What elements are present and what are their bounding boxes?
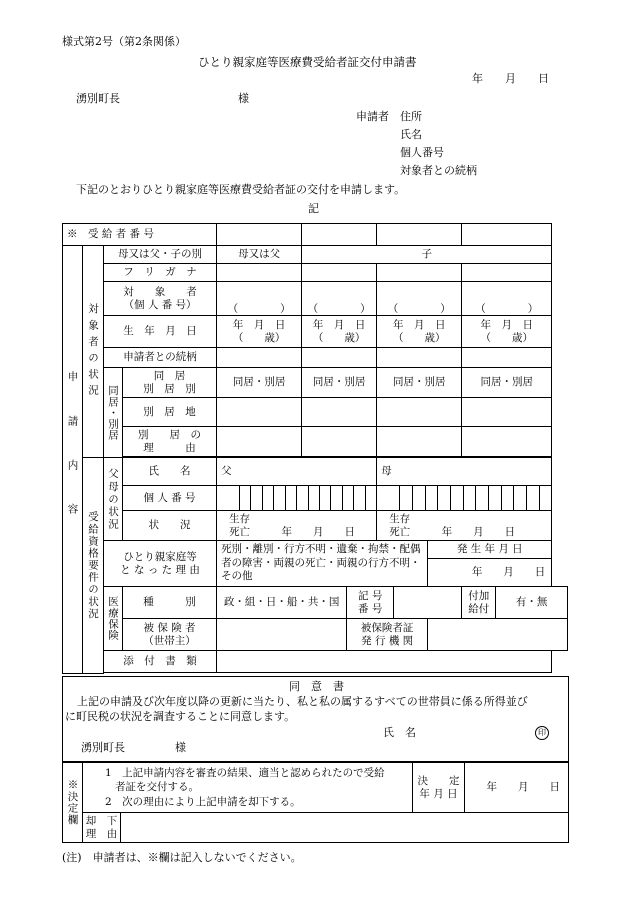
mother-number-boxes[interactable] — [377, 486, 552, 511]
birthdate-field-4[interactable]: 年 月 日 （ 歳） — [462, 316, 552, 348]
issuer-field[interactable] — [428, 619, 568, 651]
mother-status-field[interactable]: 生存 死亡 年 月 日 — [377, 511, 552, 541]
personal-number-label: 個 人 番 号 — [123, 486, 217, 511]
occur-date-field[interactable]: 年 月 日 — [428, 559, 552, 587]
reject-reason-field[interactable] — [121, 813, 569, 843]
cohab-choice-3[interactable]: 同居・別居 — [377, 368, 462, 398]
consent-title: 同 意 書 — [289, 680, 344, 693]
birthdate-field-3[interactable]: 年 月 日 （ 歳） — [377, 316, 462, 348]
relation-field-2[interactable] — [302, 348, 377, 368]
attachments-label: 添 付 書 類 — [104, 651, 217, 673]
consent-addressee: 湧別町長 — [81, 741, 125, 754]
applicant-name-label: 氏名 — [400, 128, 422, 141]
applicant-relation-label: 対象者との続柄 — [400, 164, 477, 177]
consent-box — [62, 676, 569, 762]
decision-table — [62, 762, 569, 843]
consent-text-1: 上記の申請及び次年度以降の更新に当たり、私と私の属するすべての世帯員に係る所得並び — [77, 695, 528, 708]
recipient-number-field-2[interactable] — [302, 224, 377, 246]
furigana-field-4[interactable] — [462, 264, 552, 282]
footnote: (注) 申請者は、※欄は記入しないでください。 — [62, 851, 302, 864]
cohab-choice-1[interactable]: 同居・別居 — [217, 368, 302, 398]
separate-place-field-4[interactable] — [462, 398, 552, 427]
addressee: 湧別町長 — [76, 92, 120, 105]
recipient-number-label: ※ 受 給 者 番 号 — [63, 224, 217, 246]
decision-side: ※決定欄 — [63, 763, 83, 843]
applicant-label: 申請者 — [356, 110, 389, 123]
furigana-field-3[interactable] — [377, 264, 462, 282]
reject-reason-label: 却 下 理 由 — [83, 813, 121, 843]
consent-honorific: 様 — [175, 741, 186, 754]
issuer-label: 被保険者証 発 行 機 関 — [347, 619, 428, 651]
kind-label: 種 別 — [123, 587, 217, 619]
furigana-label: フ リ ガ ナ — [104, 264, 217, 282]
consent-text-2: に町民税の状況を調査することに同意します。 — [65, 710, 296, 723]
mother-label: 母 — [381, 465, 392, 478]
cohab-side: 同居・別居 — [104, 368, 123, 458]
separate-place-field-3[interactable] — [377, 398, 462, 427]
symbol-number-field[interactable] — [394, 587, 462, 619]
birthdate-label: 生 年 月 日 — [104, 316, 217, 348]
reason-choices[interactable]: 死別・離別・行方不明・遺棄・拘禁・配偶者の障害・両親の死亡・両親の行方不明・その他 — [217, 541, 428, 587]
separate-place-field-1[interactable] — [217, 398, 302, 427]
applicant-address-label: 住所 — [400, 110, 422, 123]
side-shinsei: 申請内容 — [63, 246, 83, 674]
cohab-label: 同 居 別 居 別 — [123, 368, 217, 398]
seal-icon: 印 — [535, 726, 549, 740]
fuka-label: 付加 給付 — [462, 587, 496, 619]
relation-field-3[interactable] — [377, 348, 462, 368]
applicant-id-label: 個人番号 — [400, 146, 444, 159]
consent-name-label: 氏 名 — [383, 726, 416, 739]
mother-name-field[interactable] — [377, 458, 552, 486]
status-label: 状 況 — [123, 511, 217, 541]
target-person-label: 対 象 者 （個 人 番 号） — [104, 282, 217, 316]
decision-date-label: 決 定 年 月 日 — [413, 763, 465, 813]
separate-reason-field-3[interactable] — [377, 427, 462, 457]
relation-field-1[interactable] — [217, 348, 302, 368]
child-column-header: 子 — [302, 246, 552, 264]
side-iryo: 医療保険 — [104, 587, 123, 651]
separate-reason-field-1[interactable] — [217, 427, 302, 457]
cohab-choice-2[interactable]: 同居・別居 — [302, 368, 377, 398]
side-jukyu: 受給資格要件の状況 — [83, 458, 104, 674]
separate-place-label: 別 居 地 — [123, 398, 217, 427]
separate-place-field-2[interactable] — [302, 398, 377, 427]
intro-text: 下記のとおりひとり親家庭等医療費受給者証の交付を申請します。 — [76, 183, 406, 196]
form-title: ひとり親家庭等医療費受給者証交付申請書 — [198, 55, 417, 69]
separate-reason-label: 別 居 の 理 由 — [123, 427, 217, 457]
side-taishosha: 対象者の状況 — [83, 246, 104, 458]
fuka-choices[interactable]: 有・無 — [496, 587, 568, 619]
side-fubo: 父母の状況 — [104, 458, 123, 541]
reason-label: ひとり親家庭等 と な っ た 理 由 — [104, 541, 217, 587]
target-field-3[interactable]: （ ） — [377, 282, 462, 316]
form-number: 様式第2号（第2条関係） — [62, 35, 186, 48]
application-table — [62, 223, 568, 674]
addressee-honorific: 様 — [238, 92, 249, 105]
relation-label: 申請者との続柄 — [104, 348, 217, 368]
recipient-number-field-3[interactable] — [377, 224, 462, 246]
decision-item-2: 2 次の理由により上記申請を却下する。 — [105, 795, 301, 808]
recipient-number-field-1[interactable] — [217, 224, 302, 246]
ki-label: 記 — [308, 202, 319, 215]
furigana-field-2[interactable] — [302, 264, 377, 282]
submission-date[interactable]: 年 月 日 — [472, 72, 549, 85]
insured-field[interactable] — [217, 619, 347, 651]
father-label: 父 — [221, 465, 232, 478]
father-number-boxes[interactable] — [217, 486, 377, 511]
separate-reason-field-4[interactable] — [462, 427, 552, 457]
father-status-field[interactable]: 生存 死亡 年 月 日 — [217, 511, 377, 541]
decision-items[interactable] — [83, 763, 413, 813]
decision-item-1a: 1 上記申請内容を審査の結果、適当と認められたので受給 — [105, 767, 385, 780]
attachments-field[interactable] — [217, 651, 552, 673]
decision-date-field[interactable]: 年 月 日 — [465, 763, 569, 813]
recipient-number-field-4[interactable] — [462, 224, 552, 246]
target-field-1[interactable]: （ ） — [217, 282, 302, 316]
kind-choices[interactable]: 政・組・日・船・共・国 — [217, 587, 347, 619]
target-field-2[interactable]: （ ） — [302, 282, 377, 316]
birthdate-field-1[interactable]: 年 月 日 （ 歳） — [217, 316, 302, 348]
insured-label: 被 保 険 者 （世帯主） — [123, 619, 217, 651]
relation-field-4[interactable] — [462, 348, 552, 368]
birthdate-field-2[interactable]: 年 月 日 （ 歳） — [302, 316, 377, 348]
father-name-field[interactable] — [217, 458, 377, 486]
furigana-field-1[interactable] — [217, 264, 302, 282]
parent-name-label: 氏 名 — [123, 458, 217, 486]
separate-reason-field-2[interactable] — [302, 427, 377, 457]
parent-column-header: 母又は父 — [217, 246, 302, 264]
consent-seal[interactable] — [535, 726, 549, 740]
parent-child-label: 母又は父・子の別 — [104, 246, 217, 264]
target-field-4[interactable]: （ ） — [462, 282, 552, 316]
decision-item-1b: 者証を交付する。 — [115, 781, 199, 794]
cohab-choice-4[interactable]: 同居・別居 — [462, 368, 552, 398]
occur-date-label: 発 生 年 月 日 — [428, 541, 552, 559]
symbol-number-label: 記 号 番 号 — [347, 587, 394, 619]
